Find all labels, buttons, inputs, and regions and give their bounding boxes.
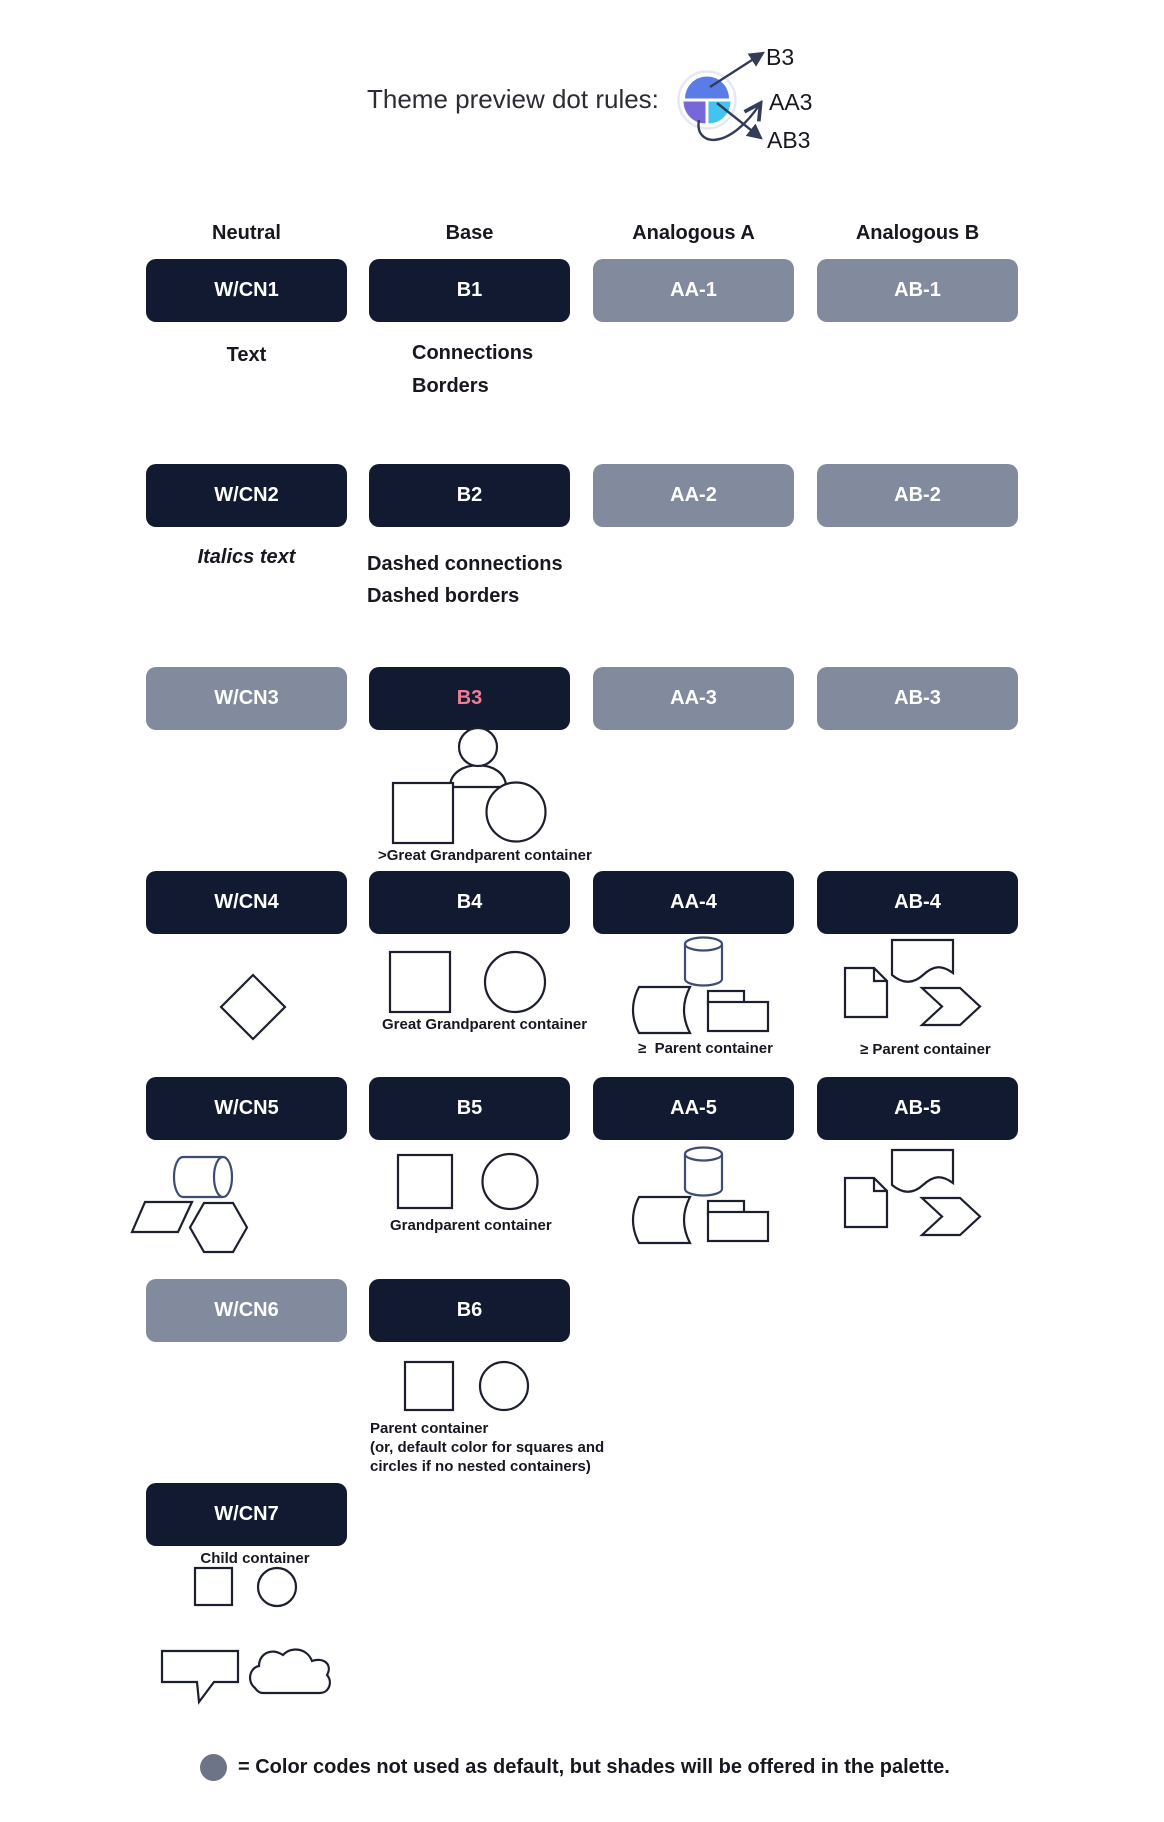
- caption-b6: [370, 1419, 604, 1476]
- swatch-ab2: [817, 464, 1018, 527]
- swatch-label: W/CN6: [214, 1299, 279, 1321]
- parallelogram-shape: [132, 1202, 192, 1232]
- column-header-neutral: Neutral: [212, 222, 281, 244]
- swatch-ab5: [817, 1077, 1018, 1140]
- wcn7-shapes: [190, 1563, 305, 1610]
- swatch-label: AB-1: [894, 279, 941, 301]
- annotation-text: Text: [226, 344, 267, 366]
- b4-shapes: [385, 945, 555, 1020]
- column-header-analogous-b: Analogous B: [855, 222, 980, 244]
- folder-body-shape: [708, 1212, 768, 1241]
- circle-shape: [258, 1568, 296, 1606]
- b3-shapes: [340, 720, 600, 865]
- swatch-label: B5: [456, 1097, 483, 1119]
- stored-data-shape: [633, 1197, 690, 1243]
- stored-data-shape: [633, 987, 690, 1033]
- b5-shapes: [393, 1150, 543, 1212]
- cylinder-top-shape: [685, 938, 722, 951]
- swatch-aa1: [593, 259, 794, 322]
- caption-b6-line2: (or, default color for squares and: [370, 1439, 605, 1456]
- swatch-label: B3: [456, 687, 483, 709]
- speech-bubble-shape: [162, 1651, 238, 1702]
- caption-ab4: ≥ Parent container: [860, 1041, 991, 1058]
- circle-shape: [485, 952, 545, 1012]
- legend-gray-dot-icon: [200, 1754, 227, 1781]
- dot-target-b3: B3: [766, 44, 795, 70]
- circle-shape: [487, 783, 546, 842]
- swatch-wcn4: [146, 871, 347, 934]
- swatch-label: W/CN3: [214, 687, 279, 709]
- swatch-wcn3: [146, 667, 347, 730]
- swatch-label: W/CN7: [214, 1503, 279, 1525]
- swatch-label: B4: [456, 891, 483, 913]
- column-header-analogous-a: Analogous A: [632, 222, 755, 244]
- wavy-document-shape: [892, 940, 953, 982]
- aa5-shapes: [625, 1142, 785, 1247]
- horizontal-cylinder-end-shape: [214, 1157, 232, 1197]
- swatch-b6: [369, 1279, 570, 1342]
- annotation-italics-text: Italics text: [197, 546, 296, 568]
- caption-b6-line3: circles if no nested containers): [370, 1458, 591, 1475]
- swatch-label: AB-5: [894, 1097, 941, 1119]
- swatch-label: W/CN4: [214, 891, 279, 913]
- swatch-wcn1: [146, 259, 347, 322]
- caption-aa4: ≥ Parent container: [638, 1040, 773, 1057]
- cylinder-top-shape: [685, 1148, 722, 1161]
- swatch-wcn7: [146, 1483, 347, 1546]
- arrow-to-b3: [710, 53, 763, 87]
- document-shape: [845, 968, 887, 1017]
- ab4-shapes: [838, 935, 993, 1030]
- column-header-base: Base: [445, 222, 494, 244]
- swatch-label: AA-2: [670, 484, 717, 506]
- swatch-b4: [369, 871, 570, 934]
- hexagon-shape: [190, 1203, 247, 1252]
- cloud-shape: [250, 1649, 330, 1693]
- square-shape: [405, 1362, 453, 1410]
- swatch-b1: [369, 259, 570, 322]
- dot-target-ab3: AB3: [767, 127, 811, 153]
- swatch-label: B1: [456, 279, 483, 301]
- person-head-shape: [459, 728, 497, 766]
- page-title: Theme preview dot rules:: [367, 84, 659, 114]
- swatch-wcn6: [146, 1279, 347, 1342]
- diamond-shape: [221, 975, 285, 1039]
- square-shape: [393, 783, 453, 843]
- swatch-label: AB-2: [894, 484, 941, 506]
- b6-shapes: [400, 1357, 535, 1415]
- swatch-aa5: [593, 1077, 794, 1140]
- swatch-label: W/CN2: [214, 484, 279, 506]
- person-shoulders-shape: [450, 765, 506, 787]
- chevron-arrow-shape: [922, 1198, 980, 1235]
- ab5-shapes: [838, 1145, 993, 1240]
- square-shape: [390, 952, 450, 1012]
- square-shape: [195, 1568, 232, 1605]
- swatch-label: AB-4: [894, 891, 941, 913]
- swatch-label: AA-5: [670, 1097, 717, 1119]
- swatch-aa4: [593, 871, 794, 934]
- chevron-arrow-shape: [922, 988, 980, 1025]
- swatch-ab4: [817, 871, 1018, 934]
- wcn7-shapes-2: [155, 1638, 340, 1708]
- swatch-label: W/CN1: [214, 279, 279, 301]
- annotation-dashed-connections: Dashed connections: [367, 553, 563, 575]
- caption-wcn7: Child container: [200, 1550, 310, 1567]
- swatch-ab3: [817, 667, 1018, 730]
- swatch-label: AA-4: [670, 891, 717, 913]
- circle-shape: [483, 1154, 538, 1209]
- wcn4-shapes: [218, 972, 288, 1042]
- legend: [200, 1754, 950, 1781]
- swatch-label: B2: [456, 484, 483, 506]
- swatch-wcn5: [146, 1077, 347, 1140]
- dot-target-aa3: AA3: [769, 89, 813, 115]
- swatch-aa3: [593, 667, 794, 730]
- swatch-label: AB-3: [894, 687, 941, 709]
- square-shape: [398, 1155, 452, 1208]
- swatch-ab1: [817, 259, 1018, 322]
- swatch-label: AA-3: [670, 687, 717, 709]
- caption-b3: >Great Grandparent container: [378, 847, 592, 864]
- caption-b6-line1: Parent container: [370, 1420, 489, 1437]
- swatch-label: W/CN5: [214, 1097, 279, 1119]
- wavy-document-shape: [892, 1150, 953, 1192]
- caption-b5: Grandparent container: [390, 1217, 552, 1234]
- annotation-dashed-borders: Dashed borders: [367, 585, 520, 607]
- swatch-label: B6: [456, 1299, 483, 1321]
- swatch-wcn2: [146, 464, 347, 527]
- document-shape: [845, 1178, 887, 1227]
- legend-text: = Color codes not used as default, but shades will be offered in the palette.: [238, 1756, 950, 1778]
- swatch-b2: [369, 464, 570, 527]
- wcn5-shapes: [120, 1145, 260, 1257]
- caption-b4: Great Grandparent container: [382, 1016, 588, 1033]
- circle-shape: [480, 1362, 528, 1410]
- swatch-aa2: [593, 464, 794, 527]
- folder-body-shape: [708, 1002, 768, 1031]
- swatch-label: AA-1: [670, 279, 717, 301]
- swatch-b5: [369, 1077, 570, 1140]
- annotation-borders: Borders: [412, 375, 489, 397]
- aa4-shapes: [625, 932, 785, 1037]
- annotation-connections: Connections: [412, 342, 534, 364]
